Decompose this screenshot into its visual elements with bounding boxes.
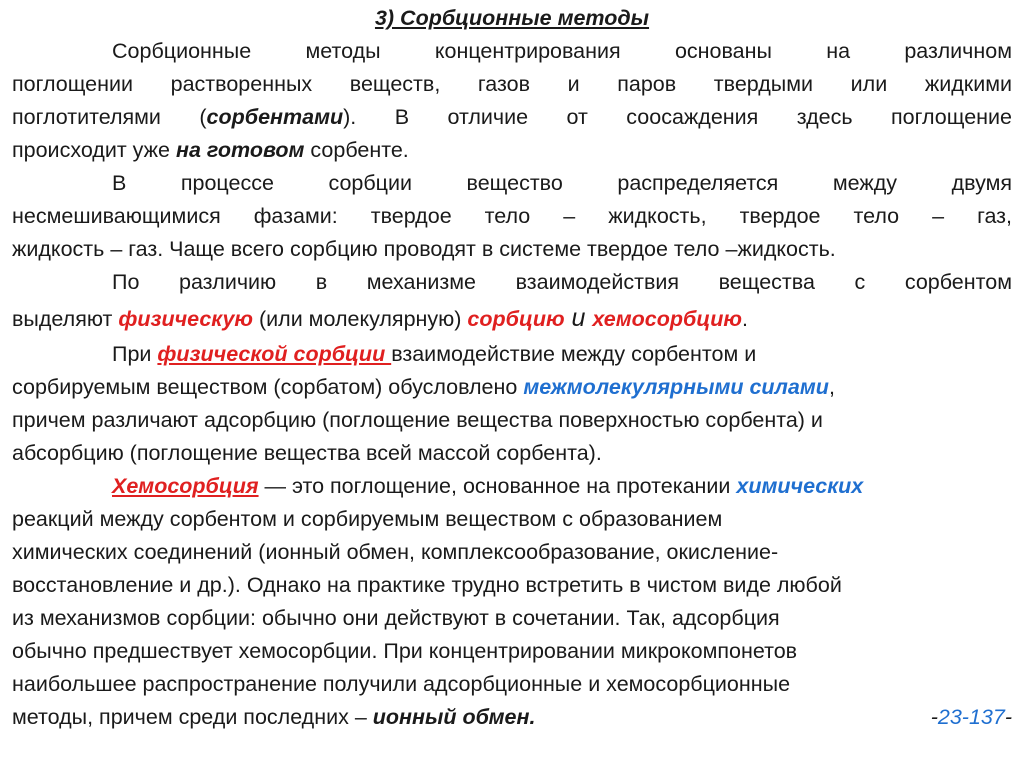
text-line: восстановление и др.). Однако на практике трудно встретить в чистом виде любой [12,573,842,597]
text-line: жидкость – газ. Чаще всего сорбцию проводят в системе твердое тело –жидкость. [12,237,836,261]
term-ion-exchange: ионный обмен. [372,705,536,729]
text-line: химических соединений (ионный обмен, комплексообразование, окисление- [12,540,779,564]
text-line: При физической сорбции взаимодействие между сорбентом и [112,342,757,366]
text-line: происходит уже на готовом сорбенте. [12,138,409,162]
text-line: наибольшее распространение получили адсорбционные и хемосорбционные [12,672,791,696]
text-line: поглощении растворенных веществ, газов и паров твердыми или жидкими [12,72,1012,96]
paragraph-physical-sorption [12,338,1012,470]
text-line: причем различают адсорбцию (поглощение вещества поверхностью сорбента) и [12,408,823,432]
text-line: обычно предшествует хемосорбции. При концентрировании микрокомпонетов [12,639,798,663]
term-intermolecular-forces: межмолекулярными силами [523,375,829,399]
document-page [12,0,1012,734]
term-chemosorption: хемосорбцию [592,307,742,331]
term-chemical: химических [736,474,864,498]
text-line: методы, причем среди последних – ионный обмен. -23-137- [12,701,1012,734]
paragraph-phases [12,167,1012,266]
text-line: реакций между сорбентом и сорбируемым веществом с образованием [12,507,723,531]
paragraph-sorption-intro [12,35,1012,167]
text-line: Сорбционные методы концентрирования основаны на различном [112,39,1012,63]
text-line: из механизмов сорбции: обычно они действуют в сочетании. Так, адсорбция [12,606,780,630]
text-line: Хемосорбция — это поглощение, основанное на протекании химических [112,474,864,498]
text-line: выделяют физическую (или молекулярную) сорбцию и хемосорбцию. [12,304,748,332]
term-ready-sorbent: на готовом [176,138,305,162]
term-chemosorption-heading: Хемосорбция [112,474,259,498]
text-line: абсорбцию (поглощение вещества всей массой сорбента). [12,441,602,465]
paragraph-mechanism [12,266,1012,338]
term-physical: физическую [118,307,254,331]
text-line: По различию в механизме взаимодействия вещества с сорбентом [112,270,1012,294]
term-sorption: сорбцию [467,307,565,331]
paragraph-chemosorption [12,470,1012,734]
text-line: В процессе сорбции вещество распределяется между двумя [112,171,1012,195]
text-line: сорбируемым веществом (сорбатом) обусловлено межмолекулярными силами, [12,375,835,399]
text-line: поглотителями (сорбентами). В отличие от соосаждения здесь поглощение [12,105,1012,129]
page-number: -23-137- [930,705,1012,729]
term-physical-sorption: физической сорбции [157,342,392,366]
section-title: 3) Сорбционные методы [374,6,650,30]
term-sorbents: сорбентами [206,105,344,129]
text-line: несмешивающимися фазами: твердое тело – жидкость, твердое тело – газ, [12,204,1012,228]
